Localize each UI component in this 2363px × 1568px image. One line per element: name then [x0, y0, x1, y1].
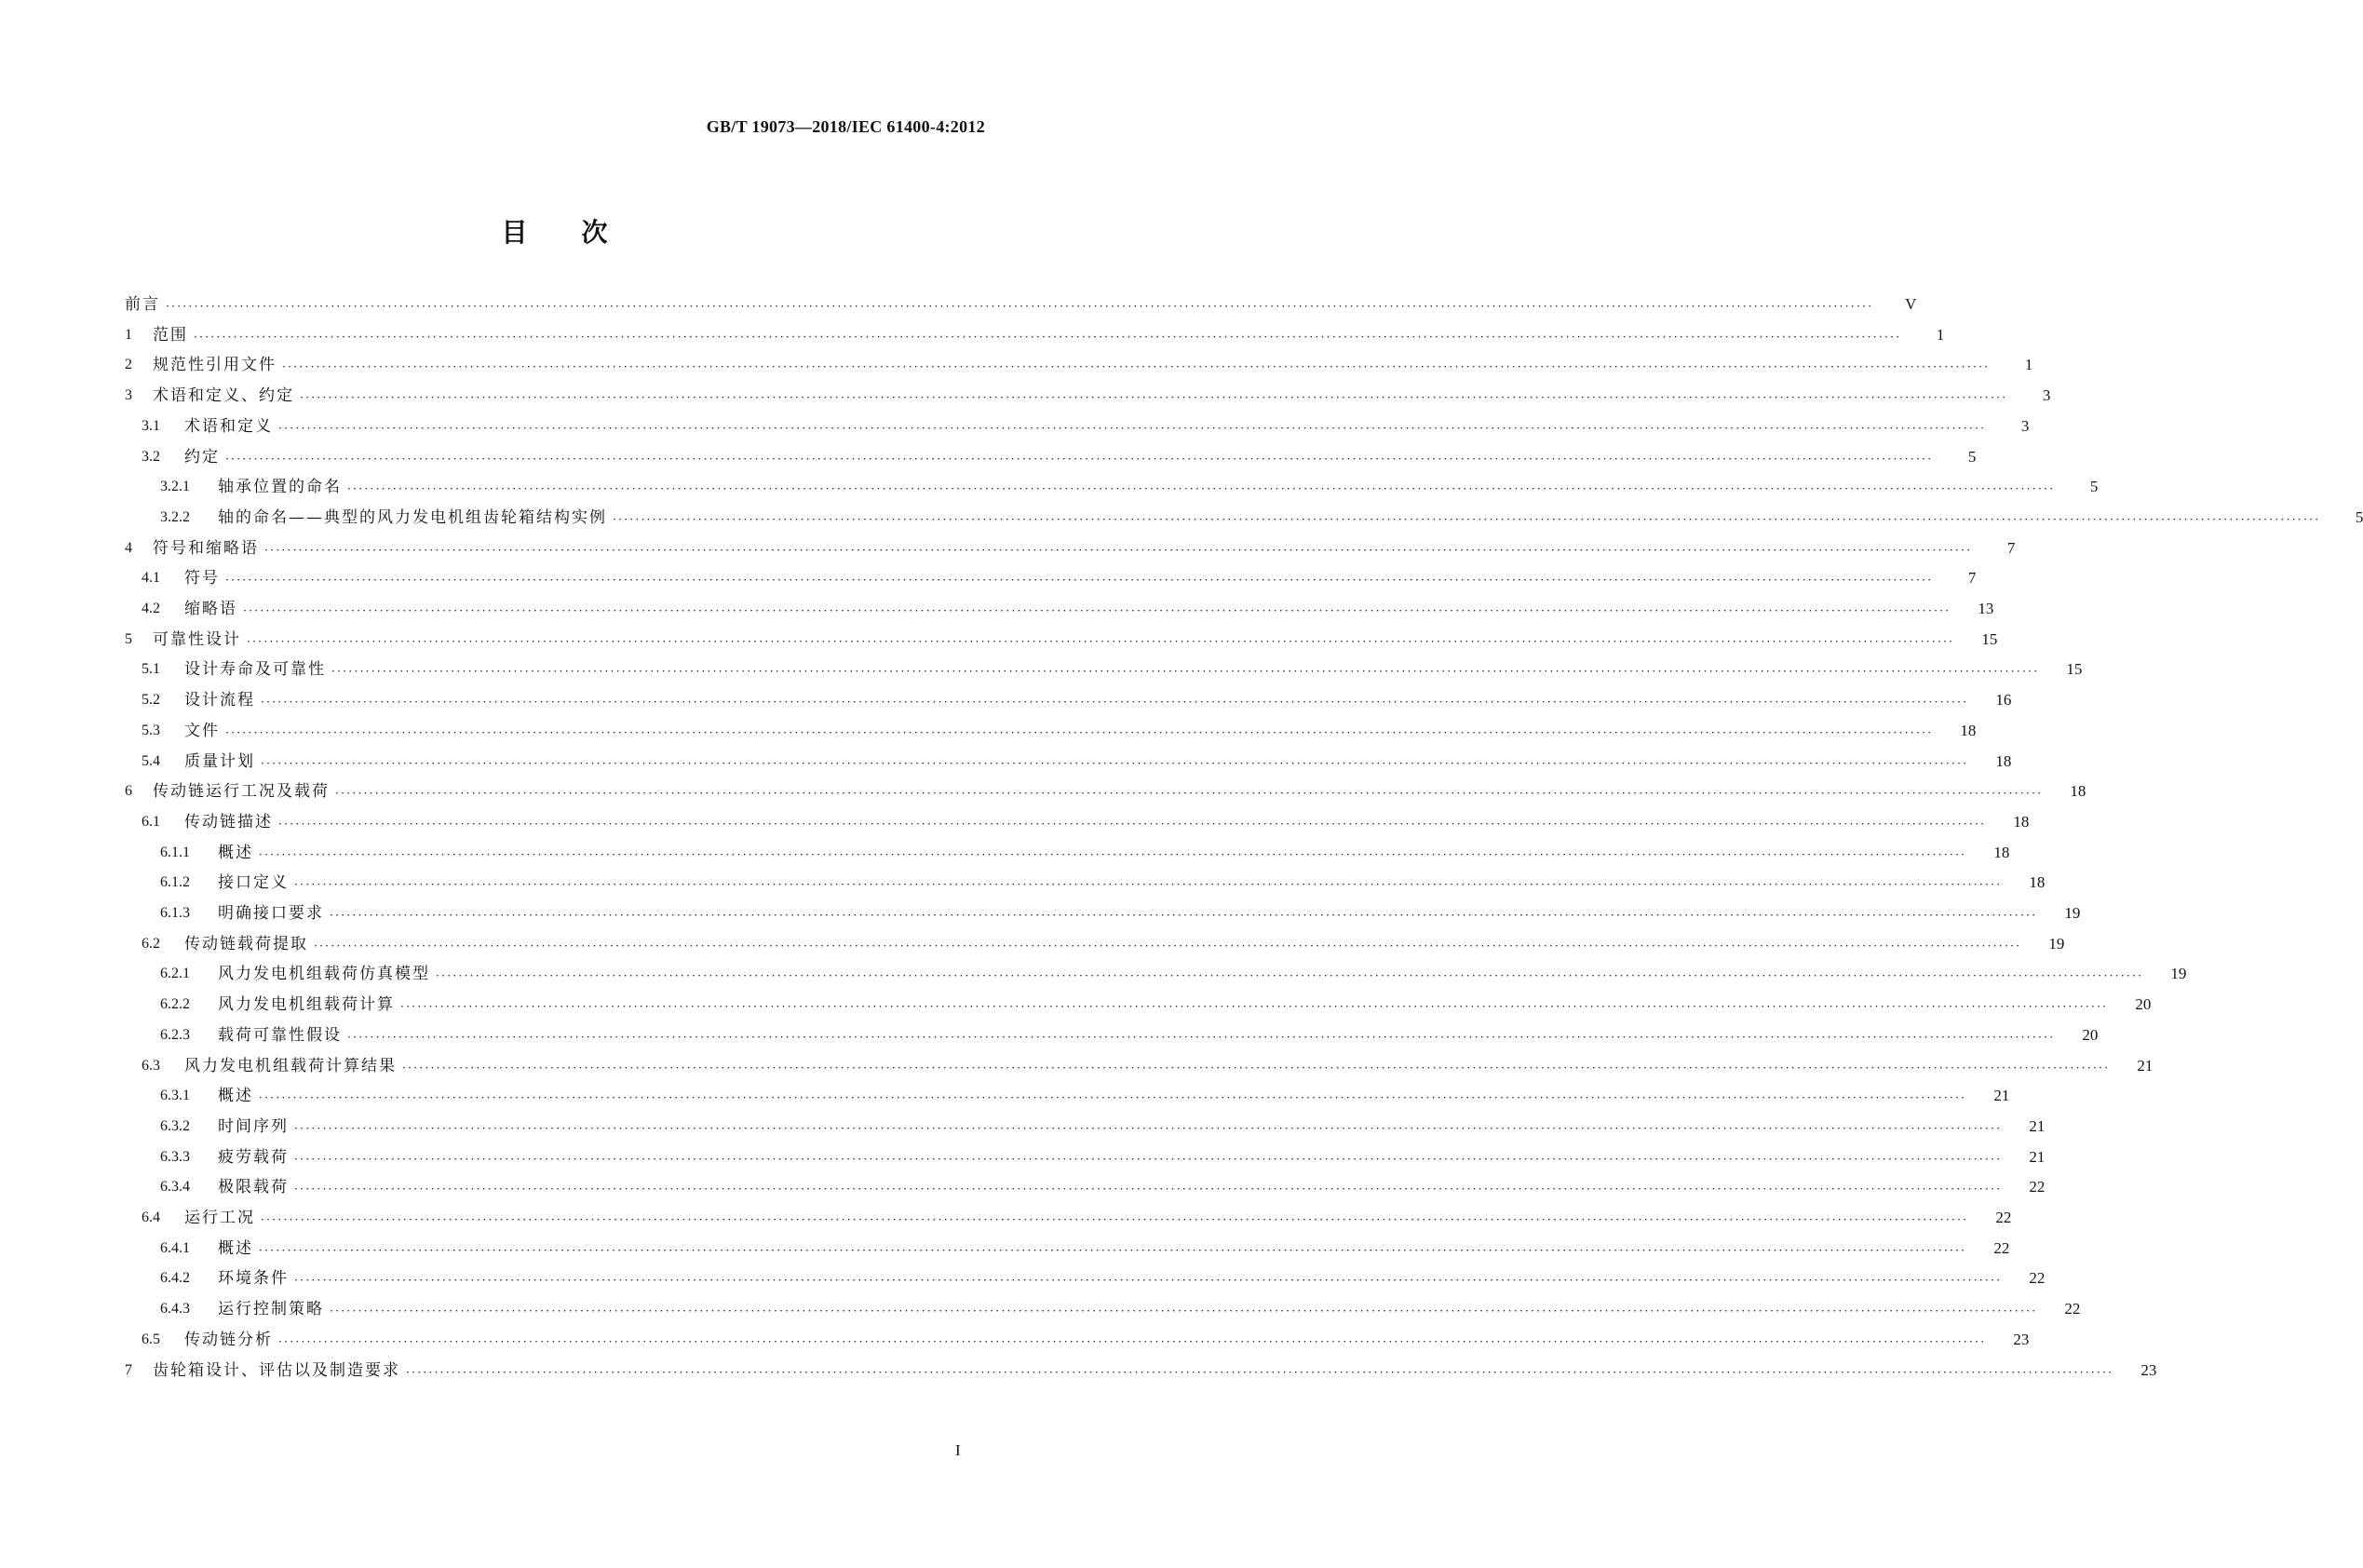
toc-entry-number: 6.3.2 — [160, 1117, 190, 1134]
toc-entry-number: 6.5 — [142, 1331, 160, 1347]
toc-entry-page: 19 — [2048, 934, 2065, 953]
toc-entry — [0, 349, 2033, 375]
toc-entry-page: 15 — [1981, 629, 1998, 648]
toc-entry-page: 5 — [2089, 478, 2099, 496]
toc-leader-dots: ············································································································································································································································································································ — [314, 939, 2022, 953]
toc-entry-page: 18 — [2013, 812, 2030, 831]
toc-entry-title: 设计流程 — [184, 691, 255, 710]
toc-entry-page: 23 — [2140, 1360, 2157, 1379]
toc-entry-title: 文件 — [184, 721, 220, 740]
toc-entry — [0, 898, 2081, 924]
toc-entry — [0, 746, 2012, 772]
standard-code: GB/T 19073—2018/IEC 61400-4:2012 — [706, 117, 985, 136]
toc-entry-page: 13 — [1978, 600, 1994, 617]
toc-entry-page: 3 — [2042, 386, 2051, 405]
toc-entry-title: 运行控制策略 — [218, 1300, 324, 1319]
toc-entry-title: 极限载荷 — [218, 1178, 289, 1197]
toc-entry-number: 3 — [125, 387, 132, 404]
toc-entry — [0, 502, 2363, 528]
toc-leader-dots: ············································································································································································································································································································ — [264, 543, 1973, 557]
toc-entry-title: 符号和缩略语 — [153, 538, 259, 558]
toc-entry-number: 3.2 — [142, 448, 160, 465]
toc-entry-page: 20 — [2135, 995, 2152, 1014]
toc-entry-title: 规范性引用文件 — [153, 356, 277, 375]
toc-entry-number: 6.4.2 — [160, 1270, 190, 1287]
toc-entry — [0, 1233, 2010, 1259]
toc-entry-page: 5 — [2355, 507, 2363, 526]
toc-entry-title: 轴承位置的命名 — [218, 478, 342, 497]
toc-entry — [0, 380, 2051, 406]
toc-entry-number: 6.3.1 — [160, 1088, 190, 1104]
toc-entry-page: 7 — [1967, 569, 1977, 588]
toc-entry-page: 21 — [2029, 1116, 2046, 1135]
toc-entry-page: V — [1905, 295, 1917, 313]
toc-entry — [0, 624, 1998, 650]
toc-leader-dots: ············································································································································································································································································································ — [243, 604, 1951, 617]
toc-entry-number: 6.3.3 — [160, 1148, 190, 1165]
toc-entry — [0, 1111, 2046, 1137]
toc-leader-dots: ············································································································································································································································································································ — [166, 300, 1874, 313]
toc-entry-title: 术语和定义 — [184, 416, 273, 436]
toc-leader-dots: ············································································································································································································································································································ — [261, 1213, 1969, 1226]
toc-entry — [0, 289, 1917, 315]
toc-entry-page: 22 — [1993, 1238, 2010, 1257]
toc-entry-number: 3.2.2 — [160, 508, 190, 525]
toc-leader-dots: ············································································································································································································································································································ — [225, 725, 1934, 739]
toc-entry-page: 21 — [2029, 1147, 2046, 1166]
toc-entry-page: 1 — [1936, 325, 1945, 344]
toc-entry — [0, 562, 1977, 588]
toc-leader-dots: ············································································································································································································································································································ — [225, 452, 1934, 466]
toc-entry — [0, 1020, 2099, 1046]
toc-leader-dots: ············································································································································································································································································································ — [347, 482, 2056, 496]
toc-entry-title: 风力发电机组载荷计算 — [218, 995, 395, 1015]
toc-entry-title: 前言 — [125, 295, 160, 314]
toc-leader-dots: ············································································································································································································································································································ — [225, 574, 1934, 588]
toc-leader-dots: ············································································································································································································································································································ — [330, 909, 2038, 922]
toc-entry-number: 3.1 — [142, 417, 160, 434]
toc-entry-title: 风力发电机组载荷仿真模型 — [218, 965, 430, 984]
toc-entry-title: 风力发电机组载荷计算结果 — [184, 1056, 397, 1075]
toc-leader-dots: ············································································································································································································································································································ — [335, 787, 2044, 801]
toc-entry-number: 5.3 — [142, 722, 160, 738]
toc-entry-title: 概述 — [218, 1087, 253, 1106]
toc-leader-dots: ············································································································································································································································································································ — [347, 1030, 2056, 1044]
toc-entry-number: 6.2.1 — [160, 966, 190, 982]
toc-entry — [0, 715, 1977, 741]
toc-entry — [0, 684, 2012, 710]
toc-entry-number: 2 — [125, 357, 132, 373]
toc-entry-number: 6.3.4 — [160, 1179, 190, 1196]
toc-leader-dots: ············································································································································································································································································································ — [294, 878, 2003, 892]
toc-entry — [0, 1263, 2046, 1289]
toc-entry-number: 4 — [125, 539, 132, 556]
toc-entry-title: 概述 — [218, 1238, 253, 1258]
toc-entry-page: 7 — [2006, 538, 2016, 557]
toc-entry-number: 3.2.1 — [160, 479, 190, 495]
toc-entry — [0, 1050, 2154, 1076]
toc-entry-page: 18 — [2070, 782, 2086, 801]
toc-entry — [0, 411, 2030, 437]
toc-entry-page: 22 — [2029, 1269, 2046, 1288]
toc-entry-page: 22 — [2029, 1178, 2046, 1196]
toc-leader-dots: ············································································································································································································································································································ — [278, 421, 1987, 435]
toc-entry-page: 3 — [2020, 416, 2030, 435]
toc-entry-number: 6 — [125, 783, 132, 800]
toc-entry-page: 18 — [1993, 843, 2010, 861]
toc-entry-title: 疲劳载荷 — [218, 1147, 289, 1167]
toc-entry — [0, 471, 2099, 497]
toc-entry — [0, 1171, 2046, 1197]
toc-entry-number: 6.4.1 — [160, 1239, 190, 1256]
toc-entry-page: 18 — [2029, 873, 2046, 892]
toc-entry — [0, 533, 2016, 559]
toc-entry-page: 18 — [1995, 751, 2012, 770]
toc-entry-number: 6.1.1 — [160, 844, 190, 860]
toc-entry-number: 6.1 — [142, 813, 160, 830]
toc-entry-title: 符号 — [184, 569, 220, 588]
toc-entry-number: 6.4 — [142, 1210, 160, 1225]
toc-entry-title: 传动链分析 — [184, 1330, 273, 1349]
toc-leader-dots: ············································································································································································································································································································ — [294, 1183, 2003, 1196]
toc-entry-title: 约定 — [184, 447, 220, 466]
toc-leader-dots: ············································································································································································································································································································ — [330, 1304, 2038, 1318]
toc-entry-title: 缩略语 — [184, 600, 237, 618]
toc-entry — [0, 1080, 2010, 1106]
toc-entry-number: 5.4 — [142, 752, 160, 769]
toc-entry-title: 范围 — [153, 325, 188, 345]
toc-entry-number: 5 — [125, 630, 132, 647]
toc-entry-title: 环境条件 — [218, 1269, 289, 1289]
toc-entry-page: 19 — [2170, 965, 2187, 983]
toc-entry — [0, 1324, 2030, 1350]
toc-entry-number: 4.1 — [142, 570, 160, 587]
toc-entry-number: 6.2.3 — [160, 1026, 190, 1043]
toc-leader-dots: ············································································································································································································································································································ — [294, 1121, 2003, 1135]
toc-leader-dots: ············································································································································································································································································································ — [400, 1000, 2109, 1014]
toc-entry-page: 23 — [2013, 1330, 2030, 1348]
toc-entry — [0, 1202, 2012, 1228]
toc-entry-number: 6.2 — [142, 935, 160, 952]
toc-entry-number: 6.3 — [142, 1057, 160, 1074]
toc-entry-number: 6.1.2 — [160, 874, 190, 891]
toc-entry-number: 6.2.2 — [160, 996, 190, 1013]
toc-entry-page: 22 — [2064, 1300, 2081, 1318]
toc-entry-page: 19 — [2064, 904, 2081, 922]
toc-leader-dots: ············································································································································································································································································································ — [300, 391, 2008, 405]
toc-entry-title: 接口定义 — [218, 873, 289, 893]
toc-entry — [0, 989, 2152, 1015]
toc-entry-number: 7 — [125, 1361, 132, 1378]
toc-entry-number: 6.1.3 — [160, 905, 190, 921]
toc-leader-dots: ············································································································································································································································································································ — [259, 1091, 1967, 1105]
toc-entry-page: 22 — [1995, 1209, 2012, 1226]
toc-entry-title: 质量计划 — [184, 751, 255, 771]
toc-entry — [0, 867, 2046, 893]
toc-entry-number: 6.4.3 — [160, 1301, 190, 1318]
toc-leader-dots: ············································································································································································································································································································ — [406, 1365, 2114, 1379]
toc-entry-title: 概述 — [218, 843, 253, 862]
toc-leader-dots: ············································································································································································································································································································ — [331, 665, 2040, 679]
toc-entry-title: 设计寿命及可靠性 — [184, 660, 326, 680]
toc-entry-page: 16 — [1995, 691, 2012, 710]
toc-entry-number: 5.2 — [142, 692, 160, 709]
toc-entry-number: 4.2 — [142, 601, 160, 616]
page-title: 目次 — [501, 217, 662, 248]
toc-leader-dots: ············································································································································································································································································································ — [259, 847, 1967, 861]
toc-leader-dots: ············································································································································································································································································································ — [247, 634, 1955, 648]
toc-entry-title: 齿轮箱设计、评估以及制造要求 — [153, 1360, 400, 1380]
toc-leader-dots: ············································································································································································································································································································ — [613, 512, 2321, 526]
toc-entry-title: 传动链描述 — [184, 812, 273, 831]
toc-entry-title: 可靠性设计 — [153, 629, 241, 649]
toc-entry-title: 明确接口要求 — [218, 904, 324, 923]
toc-entry-title: 载荷可靠性假设 — [218, 1025, 342, 1045]
toc-leader-dots: ············································································································································································································································································································ — [436, 969, 2144, 983]
toc-leader-dots: ············································································································································································································································································································ — [261, 756, 1969, 770]
toc-leader-dots: ············································································································································································································································································································ — [278, 817, 1987, 831]
toc-entry — [0, 1293, 2081, 1319]
toc-entry — [0, 1355, 2157, 1381]
toc-entry-page: 20 — [2082, 1025, 2099, 1044]
toc-entry-title: 时间序列 — [218, 1116, 289, 1136]
toc-entry-number: 1 — [125, 326, 132, 343]
toc-leader-dots: ············································································································································································································································································································ — [278, 1334, 1987, 1348]
toc-entry-title: 术语和定义、约定 — [153, 386, 294, 406]
toc-entry-page: 1 — [2024, 356, 2033, 374]
toc-entry-title: 轴的命名——典型的风力发电机组齿轮箱结构实例 — [218, 507, 607, 527]
toc-entry-number: 5.1 — [142, 661, 160, 678]
toc-entry — [0, 928, 2065, 954]
toc-entry-title: 传动链运行工况及载荷 — [153, 782, 330, 802]
toc-entry — [0, 958, 2187, 984]
toc-leader-dots: ············································································································································································································································································································ — [261, 696, 1969, 710]
toc-entry — [0, 654, 2083, 680]
toc-entry-page: 18 — [1960, 721, 1977, 739]
footer-page-number: I — [955, 1441, 961, 1459]
toc-entry-page: 21 — [1993, 1087, 2010, 1105]
toc-entry — [0, 441, 1977, 467]
toc-entry-title: 运行工况 — [184, 1209, 255, 1227]
toc-leader-dots: ············································································································································································································································································································ — [259, 1243, 1967, 1257]
toc-leader-dots: ············································································································································································································································································································ — [402, 1061, 2111, 1075]
toc-entry-page: 21 — [2137, 1056, 2154, 1075]
toc-entry-page: 15 — [2066, 660, 2083, 679]
toc-entry-title: 传动链载荷提取 — [184, 934, 308, 953]
toc-entry-page: 5 — [1967, 447, 1977, 466]
toc-leader-dots: ············································································································································································································································································································ — [294, 1274, 2003, 1288]
toc-leader-dots: ············································································································································································································································································································ — [194, 330, 1902, 344]
toc-entry — [0, 837, 2010, 863]
toc-entry — [0, 319, 1945, 345]
toc-leader-dots: ············································································································································································································································································································ — [294, 1152, 2003, 1166]
toc-entry — [0, 593, 1994, 619]
toc-entry — [0, 776, 2086, 802]
toc-entry — [0, 806, 2030, 832]
toc-leader-dots: ············································································································································································································································································································ — [282, 360, 1991, 374]
toc-entry — [0, 1142, 2046, 1168]
